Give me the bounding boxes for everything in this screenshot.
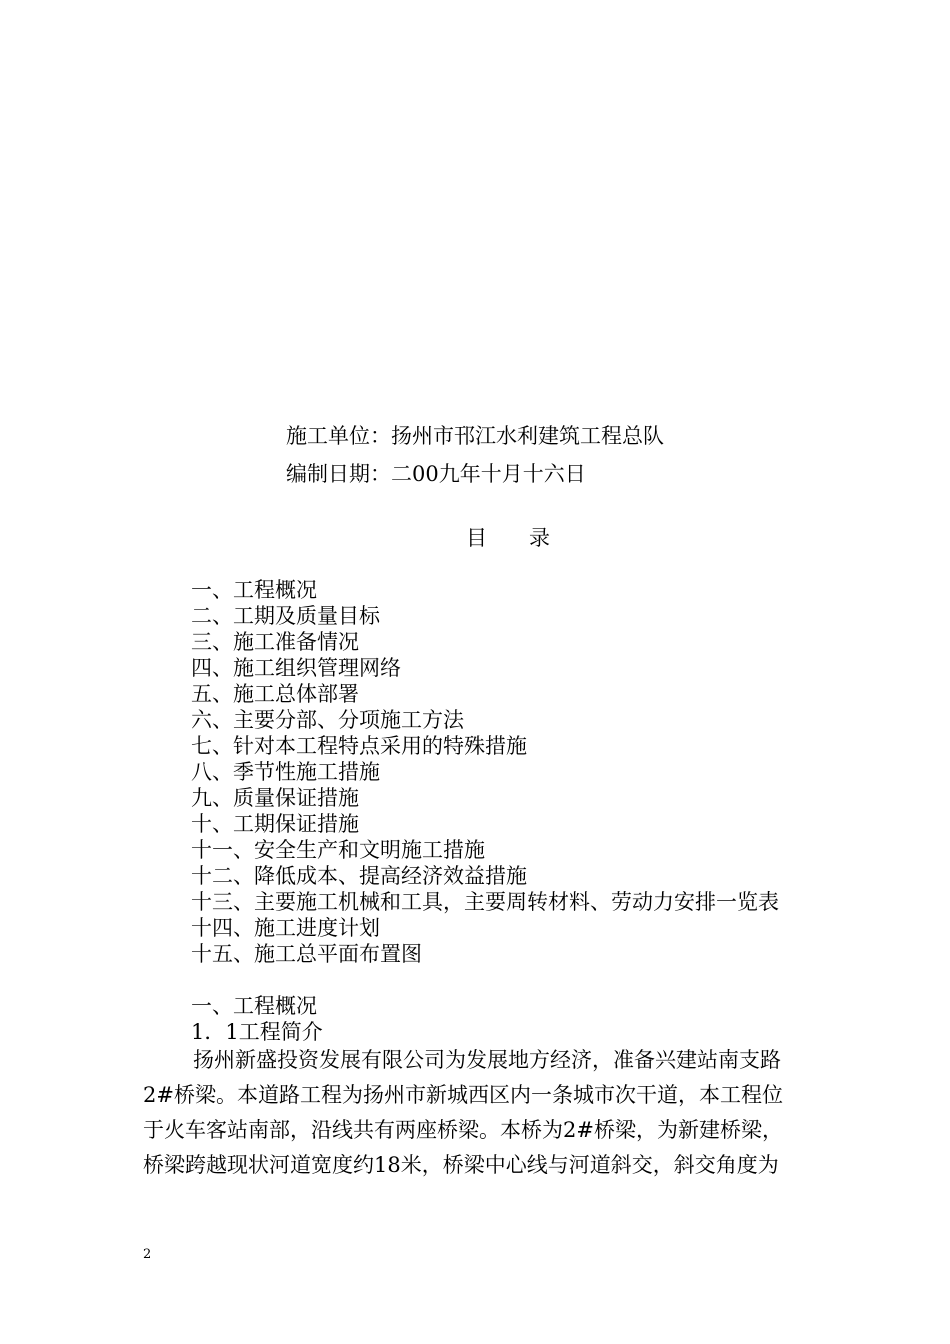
- table-of-contents: [191, 577, 779, 967]
- section-heading: 一、工程概况: [191, 994, 317, 1018]
- paragraph-line: 扬州新盛投资发展有限公司为发展地方经济，准备兴建站南支路: [193, 1048, 781, 1072]
- paragraph-line: 于火车客站南部，沿线共有两座桥梁。本桥为2#桥梁，为新建桥梁，: [143, 1118, 783, 1142]
- subsection-heading: 1．1工程简介: [191, 1020, 323, 1044]
- compile-date: 编制日期：二00九年十月十六日: [286, 462, 586, 486]
- toc-item: 六、主要分部、分项施工方法: [191, 708, 464, 732]
- construction-unit: 施工单位：扬州市邗江水利建筑工程总队: [286, 424, 664, 448]
- toc-item: 十四、施工进度计划: [191, 916, 380, 940]
- toc-item: 五、施工总体部署: [191, 682, 359, 706]
- paragraph-line: 2#桥梁。本道路工程为扬州市新城西区内一条城市次干道，本工程位: [143, 1083, 783, 1107]
- body-paragraph: [143, 1043, 833, 1183]
- toc-item: 四、施工组织管理网络: [191, 656, 401, 680]
- toc-item: 十三、主要施工机械和工具，主要周转材料、劳动力安排一览表: [191, 890, 779, 914]
- toc-item: 一、工程概况: [191, 578, 317, 602]
- toc-item: 十、工期保证措施: [191, 812, 359, 836]
- toc-title-right: 录: [529, 526, 550, 550]
- toc-item: 八、季节性施工措施: [191, 760, 380, 784]
- page-number: 2: [143, 1247, 152, 1262]
- toc-item: 十二、降低成本、提高经济效益措施: [191, 864, 527, 888]
- toc-item: 二、工期及质量目标: [191, 604, 380, 628]
- toc-item: 十五、施工总平面布置图: [191, 942, 422, 966]
- toc-title-left: 目: [466, 526, 487, 550]
- toc-item: 十一、安全生产和文明施工措施: [191, 838, 485, 862]
- toc-item: 三、施工准备情况: [191, 630, 359, 654]
- paragraph-line: 桥梁跨越现状河道宽度约18米，桥梁中心线与河道斜交，斜交角度为: [143, 1153, 779, 1177]
- toc-item: 九、质量保证措施: [191, 786, 359, 810]
- toc-item: 七、针对本工程特点采用的特殊措施: [191, 734, 527, 758]
- toc-title: [466, 524, 550, 552]
